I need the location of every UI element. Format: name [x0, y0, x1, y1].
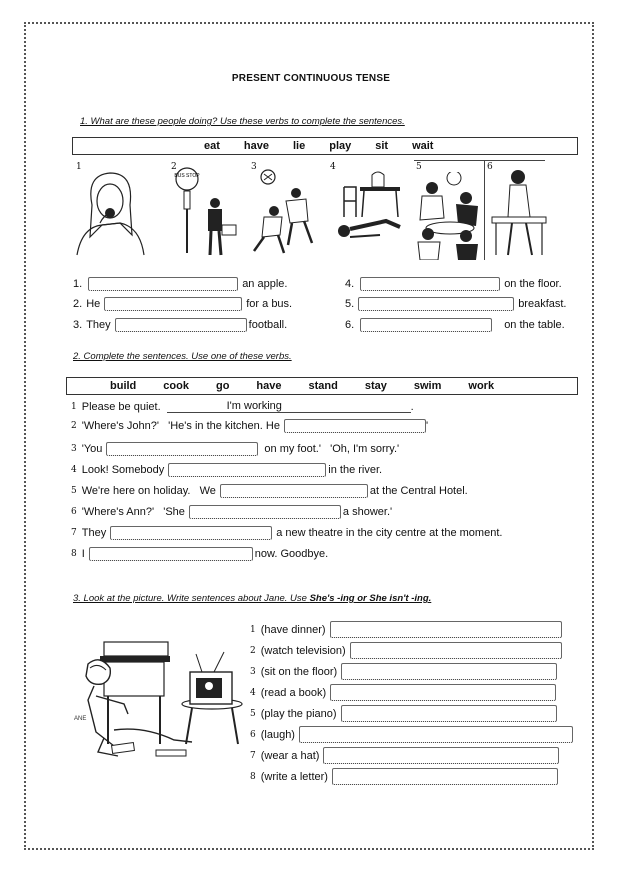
s2-answer-5[interactable] [220, 484, 368, 498]
verb-build: build [110, 380, 137, 392]
s2-sentence-8 [71, 547, 328, 561]
verb-sit: sit [375, 140, 389, 152]
s1-answer-5[interactable] [358, 297, 514, 311]
s3-prompt-text: (laugh) [260, 728, 295, 741]
s2-number: 3 [71, 444, 77, 454]
s2-before-text: 'Where's John?' 'He's in the kitchen. He [81, 420, 280, 432]
s3-prompt-text: (watch television) [260, 644, 346, 657]
picture-family-having-breakfast [414, 172, 484, 260]
s2-sentence-7 [71, 526, 502, 540]
s1-after-text: an apple. [242, 278, 288, 290]
s1-after-text: breakfast. [518, 298, 567, 310]
verb-go: go [215, 380, 230, 392]
s3-number: 8 [250, 771, 256, 782]
s2-sentence-5 [71, 484, 468, 498]
picture-divider [484, 160, 485, 260]
s2-sentence-1 [71, 400, 414, 413]
s1-sentence-5 [345, 297, 567, 311]
s2-before-text: We're here on holiday. We [81, 485, 216, 497]
s2-answer-2[interactable] [284, 419, 429, 433]
s3-answer-8[interactable] [332, 768, 558, 785]
s1-sentence-1 [73, 277, 287, 291]
s1-sentence-3 [73, 318, 287, 332]
s1-after-text: on the floor. [504, 278, 562, 290]
s3-prompt-3 [250, 661, 573, 682]
s2-after-text: ' [425, 420, 429, 432]
s2-before-text: Look! Somebody [81, 464, 165, 476]
s3-answer-5[interactable] [341, 705, 557, 722]
s1-answer-1[interactable] [88, 277, 238, 291]
s1-sentence-6 [345, 318, 565, 332]
s2-after-text: a new theatre in the city centre at the moment. [276, 527, 503, 539]
s3-number: 6 [250, 729, 256, 740]
picture-number-6: 6 [487, 162, 493, 172]
s2-number: 6 [71, 507, 77, 517]
s3-prompt-list [250, 619, 573, 787]
s2-sentence-3 [71, 442, 399, 456]
s3-prompt-text: (sit on the floor) [260, 665, 338, 678]
s2-answer-4[interactable] [168, 463, 326, 477]
s3-prompt-text: (have dinner) [260, 623, 326, 636]
section3-instruction-bold: She's -ing or She isn't -ing. [309, 593, 432, 604]
verb-lie: lie [292, 140, 306, 152]
s1-number: 2. [73, 298, 83, 310]
s3-prompt-5 [250, 703, 573, 724]
s3-answer-2[interactable] [350, 642, 562, 659]
page-title: PRESENT CONTINUOUS TENSE [231, 73, 391, 84]
s3-number: 4 [250, 687, 256, 698]
s3-prompt-1 [250, 619, 573, 640]
section3-instruction-text: 3. Look at the picture. Write sentences about Jane. Use [73, 593, 310, 604]
s3-prompt-text: (play the piano) [260, 707, 337, 720]
picture-woman-eating-apple [72, 165, 148, 257]
s3-prompt-7 [250, 745, 573, 766]
s2-number: 8 [71, 549, 77, 559]
verb-play: play [329, 140, 352, 152]
s2-before-text: I [81, 548, 85, 560]
section1-instruction: 1. What are these people doing? Use these verbs to complete the sentences. [80, 116, 405, 127]
picture-number-2: 2 [171, 162, 177, 172]
verb-stand: stand [308, 380, 338, 392]
s2-answer-6[interactable] [189, 505, 341, 519]
s1-answer-3[interactable] [115, 318, 247, 332]
s2-after-text: . [410, 400, 414, 413]
s2-before-text: Please be quiet. [81, 400, 161, 413]
s2-number: 7 [71, 528, 77, 538]
section3-instruction [73, 593, 431, 604]
s2-answer-3[interactable] [106, 442, 258, 456]
s2-after-text: at the Central Hotel. [369, 485, 468, 497]
s2-answer-8[interactable] [89, 547, 253, 561]
picture-jane-reading [74, 640, 244, 764]
s2-sentence-2 [71, 419, 428, 433]
s3-prompt-6 [250, 724, 573, 745]
s1-number: 5. [345, 298, 355, 310]
s2-before-text: 'You [81, 443, 103, 455]
s2-after-text: on my foot.' 'Oh, I'm sorry.' [264, 443, 400, 455]
picture-woman-sitting-on-table [490, 165, 548, 259]
verb-wait: wait [412, 140, 434, 152]
s1-after-text: football. [248, 319, 288, 331]
s3-prompt-4 [250, 682, 573, 703]
s3-prompt-text: (read a book) [260, 686, 327, 699]
s2-sentence-6 [71, 505, 392, 519]
s2-number: 1 [71, 401, 77, 412]
s3-number: 7 [250, 750, 256, 761]
verb-cook: cook [163, 380, 189, 392]
s2-after-text: a shower.' [342, 506, 393, 518]
verb-eat: eat [204, 140, 220, 152]
s2-number: 2 [71, 421, 77, 431]
s2-number: 5 [71, 486, 77, 496]
s1-before-text: He [86, 298, 101, 310]
section2-verb-box [66, 377, 578, 395]
s2-example-answer: I'm working [167, 400, 411, 413]
bus-stop-sign-text: BUS STOP [174, 173, 200, 179]
s3-number: 1 [250, 624, 256, 635]
s1-answer-4[interactable] [360, 277, 500, 291]
picture-number-4: 4 [330, 162, 336, 172]
s3-answer-7[interactable] [323, 747, 559, 764]
verb-work: work [468, 380, 495, 392]
s2-before-text: 'Where's Ann?' 'She [81, 506, 185, 518]
picture-boy-lying-on-floor [330, 165, 404, 257]
picture-number-1: 1 [76, 162, 82, 172]
s3-answer-6[interactable] [299, 726, 573, 743]
s3-answer-3[interactable] [341, 663, 557, 680]
verb-have: have [256, 380, 282, 392]
s2-after-text: now. Goodbye. [254, 548, 329, 560]
s2-sentence-4 [71, 463, 382, 477]
section1-verb-box [72, 137, 578, 155]
picture-man-at-bus-stop [170, 165, 240, 257]
s1-number: 1. [73, 278, 83, 290]
verb-stay: stay [364, 380, 387, 392]
verb-swim: swim [413, 380, 442, 392]
verb-have: have [243, 140, 269, 152]
s1-sentence-2 [73, 297, 292, 311]
s2-number: 4 [71, 465, 77, 475]
s1-answer-2[interactable] [104, 297, 242, 311]
s1-number: 3. [73, 319, 83, 331]
picture-number-3: 3 [251, 162, 257, 172]
s3-prompt-text: (write a letter) [260, 770, 328, 783]
s1-answer-6[interactable] [360, 318, 492, 332]
picture-boys-playing-football [250, 165, 322, 257]
s3-prompt-2 [250, 640, 573, 661]
s1-after-text: for a bus. [246, 298, 293, 310]
s3-number: 5 [250, 708, 256, 719]
s3-prompt-8 [250, 766, 573, 787]
picture-number-5: 5 [416, 162, 422, 172]
s1-number: 6. [345, 319, 355, 331]
s1-after-text: on the table. [504, 319, 565, 331]
s2-answer-7[interactable] [110, 526, 272, 540]
s3-number: 3 [250, 666, 256, 677]
s1-sentence-4 [345, 277, 562, 291]
s3-answer-4[interactable] [330, 684, 556, 701]
s1-before-text: They [86, 319, 111, 331]
s2-before-text: They [81, 527, 107, 539]
s3-answer-1[interactable] [330, 621, 562, 638]
s2-after-text: in the river. [328, 464, 383, 476]
picture-label: ANE [74, 716, 87, 722]
section2-instruction: 2. Complete the sentences. Use one of these verbs. [73, 351, 292, 362]
s3-number: 2 [250, 645, 256, 656]
s1-number: 4. [345, 278, 355, 290]
s3-prompt-text: (wear a hat) [260, 749, 320, 762]
